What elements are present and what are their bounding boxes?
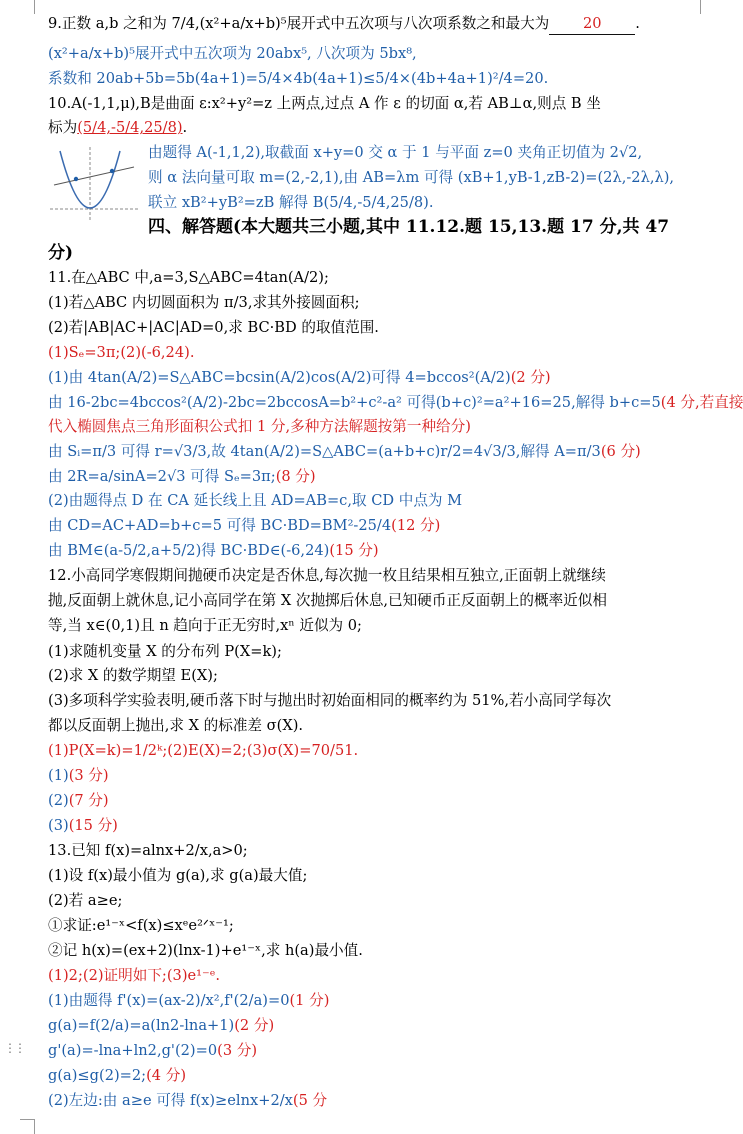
crop-mark-top-left xyxy=(20,0,35,14)
line-text: 由 BM∈(a-5/2,a+5/2)得 BC·BD∈(-6,24) xyxy=(48,542,330,559)
paraboloid-figure xyxy=(50,145,138,223)
line-text: 则 α 法向量可取 m=(2,-2,1),由 AB=λm 可得 (xB+1,yB-1,zB-2)=(2λ,-2λ,λ), xyxy=(148,169,675,186)
score-note: (3 分) xyxy=(68,767,109,784)
line-text: 由 CD=AC+AD=b+c=5 可得 BC·BD=BM²-25/4 xyxy=(48,517,392,534)
text-line xyxy=(48,268,329,288)
score-note: (6 分) xyxy=(600,443,641,460)
text-line xyxy=(48,716,303,736)
score-note: (7 分) xyxy=(68,792,109,809)
text-line xyxy=(148,143,642,163)
line-text: (2) xyxy=(48,792,69,809)
text-line xyxy=(48,741,358,761)
line-text: g(a)≤g(2)=2; xyxy=(48,1067,147,1084)
text-line xyxy=(48,94,601,114)
text-line xyxy=(48,816,118,836)
text-line xyxy=(48,642,282,662)
text-line xyxy=(148,193,434,213)
score-note: (15 分) xyxy=(68,817,118,834)
line-text: (1)P(X=k)=1/2ᵏ;(2)E(X)=2;(3)σ(X)=70/51. xyxy=(48,742,359,759)
text-line xyxy=(48,841,248,861)
line-text: 11.在△ABC 中,a=3,S△ABC=4tan(A/2); xyxy=(48,269,329,286)
text-line xyxy=(48,417,471,437)
text-line xyxy=(48,343,194,363)
q10-answer: (5/4,-5/4,25/8) xyxy=(77,119,183,136)
line-text: 由 Sᵢ=π/3 可得 r=√3/3,故 4tan(A/2)=S△ABC=(a+b+c)r/2=4√3/3,解得 A=π/3 xyxy=(48,443,601,460)
text-line xyxy=(48,516,440,536)
text-line xyxy=(48,1016,274,1036)
text-line xyxy=(48,916,234,936)
text-line xyxy=(48,966,220,986)
text-line xyxy=(48,591,607,611)
line-text: (3) xyxy=(48,817,69,834)
score-note: (1 分) xyxy=(289,992,330,1009)
line-text: 等,当 x∈(0,1)且 n 趋向于正无穷时,xⁿ 近似为 0; xyxy=(48,617,362,634)
line-text: 都以反面朝上抛出,求 X 的标准差 σ(X). xyxy=(48,717,304,734)
line-text: (1)2;(2)证明如下;(3)e¹⁻ᵉ. xyxy=(48,967,220,984)
line-text: (2)由题得点 D 在 CA 延长线上且 AD=AB=c,取 CD 中点为 M xyxy=(48,492,463,509)
text-line xyxy=(48,766,109,786)
line-text: 由 16-2bc=4bccos²(A/2)-2bc=2bccosA=b²+c²-a² 可得(b+c)²=a²+16=25,解得 b+c=5 xyxy=(48,394,661,411)
line-text: (1)Sₑ=3π;(2)(-6,24). xyxy=(48,344,195,361)
crop-mark-bottom-left xyxy=(20,1119,35,1134)
line-text: (2)求 X 的数学期望 E(X); xyxy=(48,667,218,684)
line-text: (3)多项科学实验表明,硬币落下时与抛出时初始面相同的概率约为 51%,若小高同学每次 xyxy=(48,692,612,709)
text-line xyxy=(48,1041,257,1061)
text-line xyxy=(48,44,417,64)
line-text: 四、解答题(本大题共三小题,其中 11.12.题 15,13.题 17 分,共 47 xyxy=(148,217,670,237)
line-text: ②记 h(x)=(ex+2)(lnx-1)+e¹⁻ˣ,求 h(a)最小值. xyxy=(48,942,363,959)
line-text: 9.正数 a,b 之和为 7/4,(x²+a/x+b)⁵展开式中五次项与八次项系数之和最大为 xyxy=(48,15,550,32)
line-text: ①求证:e¹⁻ˣ<f(x)≤xᵉe²ᐟˣ⁻¹; xyxy=(48,917,234,934)
score-note: (8 分) xyxy=(275,468,316,485)
text-line xyxy=(48,991,329,1011)
drag-handle-icon[interactable]: ⋮⋮ xyxy=(4,1041,24,1055)
line-text: 联立 xB²+yB²=zB 解得 B(5/4,-5/4,25/8). xyxy=(148,194,434,211)
line-text: (2)若 a≥e; xyxy=(48,892,123,909)
line-text: 13.已知 f(x)=alnx+2/x,a>0; xyxy=(48,842,248,859)
line-text: 代入椭圆焦点三角形面积公式扣 1 分,多种方法解题按第一种给分) xyxy=(48,418,471,435)
line-text: 分) xyxy=(48,243,74,263)
text-line: 标为(5/4,-5/4,25/8). xyxy=(48,119,188,136)
score-note: (12 分) xyxy=(391,517,441,534)
line-text: 10.A(-1,1,μ),B是曲面 ε:x²+y²=z 上两点,过点 A 作 ε 的切面 α,若 AB⊥α,则点 B 坐 xyxy=(48,95,601,112)
text-line xyxy=(48,566,606,586)
text-line xyxy=(48,616,362,636)
text-line xyxy=(48,491,462,511)
text-line xyxy=(48,1091,327,1111)
line-text: g(a)=f(2/a)=a(ln2-lna+1) xyxy=(48,1017,235,1034)
line-text: (1)由题得 f'(x)=(ax-2)/x²,f'(2/a)=0 xyxy=(48,992,290,1009)
line-text: (2)左边:由 a≥e 可得 f(x)≥elnx+2/x xyxy=(48,1092,293,1109)
score-note: (5 分 xyxy=(292,1092,328,1109)
text-line xyxy=(48,69,548,89)
score-note: (4 分) xyxy=(146,1067,187,1084)
text-line xyxy=(48,791,109,811)
text-line: 9.正数 a,b 之和为 7/4,(x²+a/x+b)⁵展开式中五次项与八次项系数之和最大为 20 . xyxy=(48,14,640,35)
line-text: 标为 xyxy=(48,119,78,136)
score-note: (4 分,若直接 xyxy=(660,394,743,411)
text-line xyxy=(48,393,743,413)
line-text: 系数和 20ab+5b=5b(4a+1)=5/4×4b(4a+1)≤5/4×(4b+4a+1)²/4=20. xyxy=(48,70,549,87)
score-note: (3 分) xyxy=(217,1042,258,1059)
line-text: (1)若△ABC 内切圆面积为 π/3,求其外接圆面积; xyxy=(48,294,360,311)
line-text: (2)若|AB|AC+|AC|AD=0,求 BC·BD 的取值范围. xyxy=(48,319,379,336)
text-line xyxy=(48,243,73,263)
line-text: 抛,反面朝上就休息,记小高同学在第 X 次抛掷后休息,已知硬币正反面朝上的概率近似相 xyxy=(48,592,607,609)
line-text: 由题得 A(-1,1,2),取截面 x+y=0 交 α 于 1 与平面 z=0 夹角正切值为 2√2, xyxy=(148,144,643,161)
text-line xyxy=(148,168,674,188)
text-line xyxy=(48,318,379,338)
text-line xyxy=(48,866,307,886)
text-line xyxy=(48,941,363,961)
text-line xyxy=(48,666,218,686)
text-line xyxy=(48,891,122,911)
score-note: (2 分) xyxy=(234,1017,275,1034)
crop-mark-top-right xyxy=(700,0,715,14)
line-text: (x²+a/x+b)⁵展开式中五次项为 20abx⁵, 八次项为 5bx⁸, xyxy=(48,45,417,62)
text-line xyxy=(48,541,379,561)
text-line xyxy=(148,217,669,237)
score-note: (15 分) xyxy=(329,542,379,559)
line-text: (1)求随机变量 X 的分布列 P(X=k); xyxy=(48,643,282,660)
line-text: g'(a)=-lna+ln2,g'(2)=0 xyxy=(48,1042,218,1059)
text-line xyxy=(48,368,551,388)
line-text: 12.小高同学寒假期间抛硬币决定是否休息,每次抛一枚且结果相互独立,正面朝上就继续 xyxy=(48,567,606,584)
line-text: (1)由 4tan(A/2)=S△ABC=bcsin(A/2)cos(A/2)可得 4=bccos²(A/2) xyxy=(48,369,511,386)
text-line xyxy=(48,467,316,487)
score-note: (2 分) xyxy=(510,369,551,386)
line-text: (1)设 f(x)最小值为 g(a),求 g(a)最大值; xyxy=(48,867,308,884)
line-text: 由 2R=a/sinA=2√3 可得 Sₑ=3π; xyxy=(48,468,276,485)
text-line xyxy=(48,293,360,313)
text-line xyxy=(48,1066,186,1086)
q9-answer-blank: 20 xyxy=(549,14,635,35)
text-line xyxy=(48,691,611,711)
text-line xyxy=(48,442,641,462)
line-text: (1) xyxy=(48,767,69,784)
